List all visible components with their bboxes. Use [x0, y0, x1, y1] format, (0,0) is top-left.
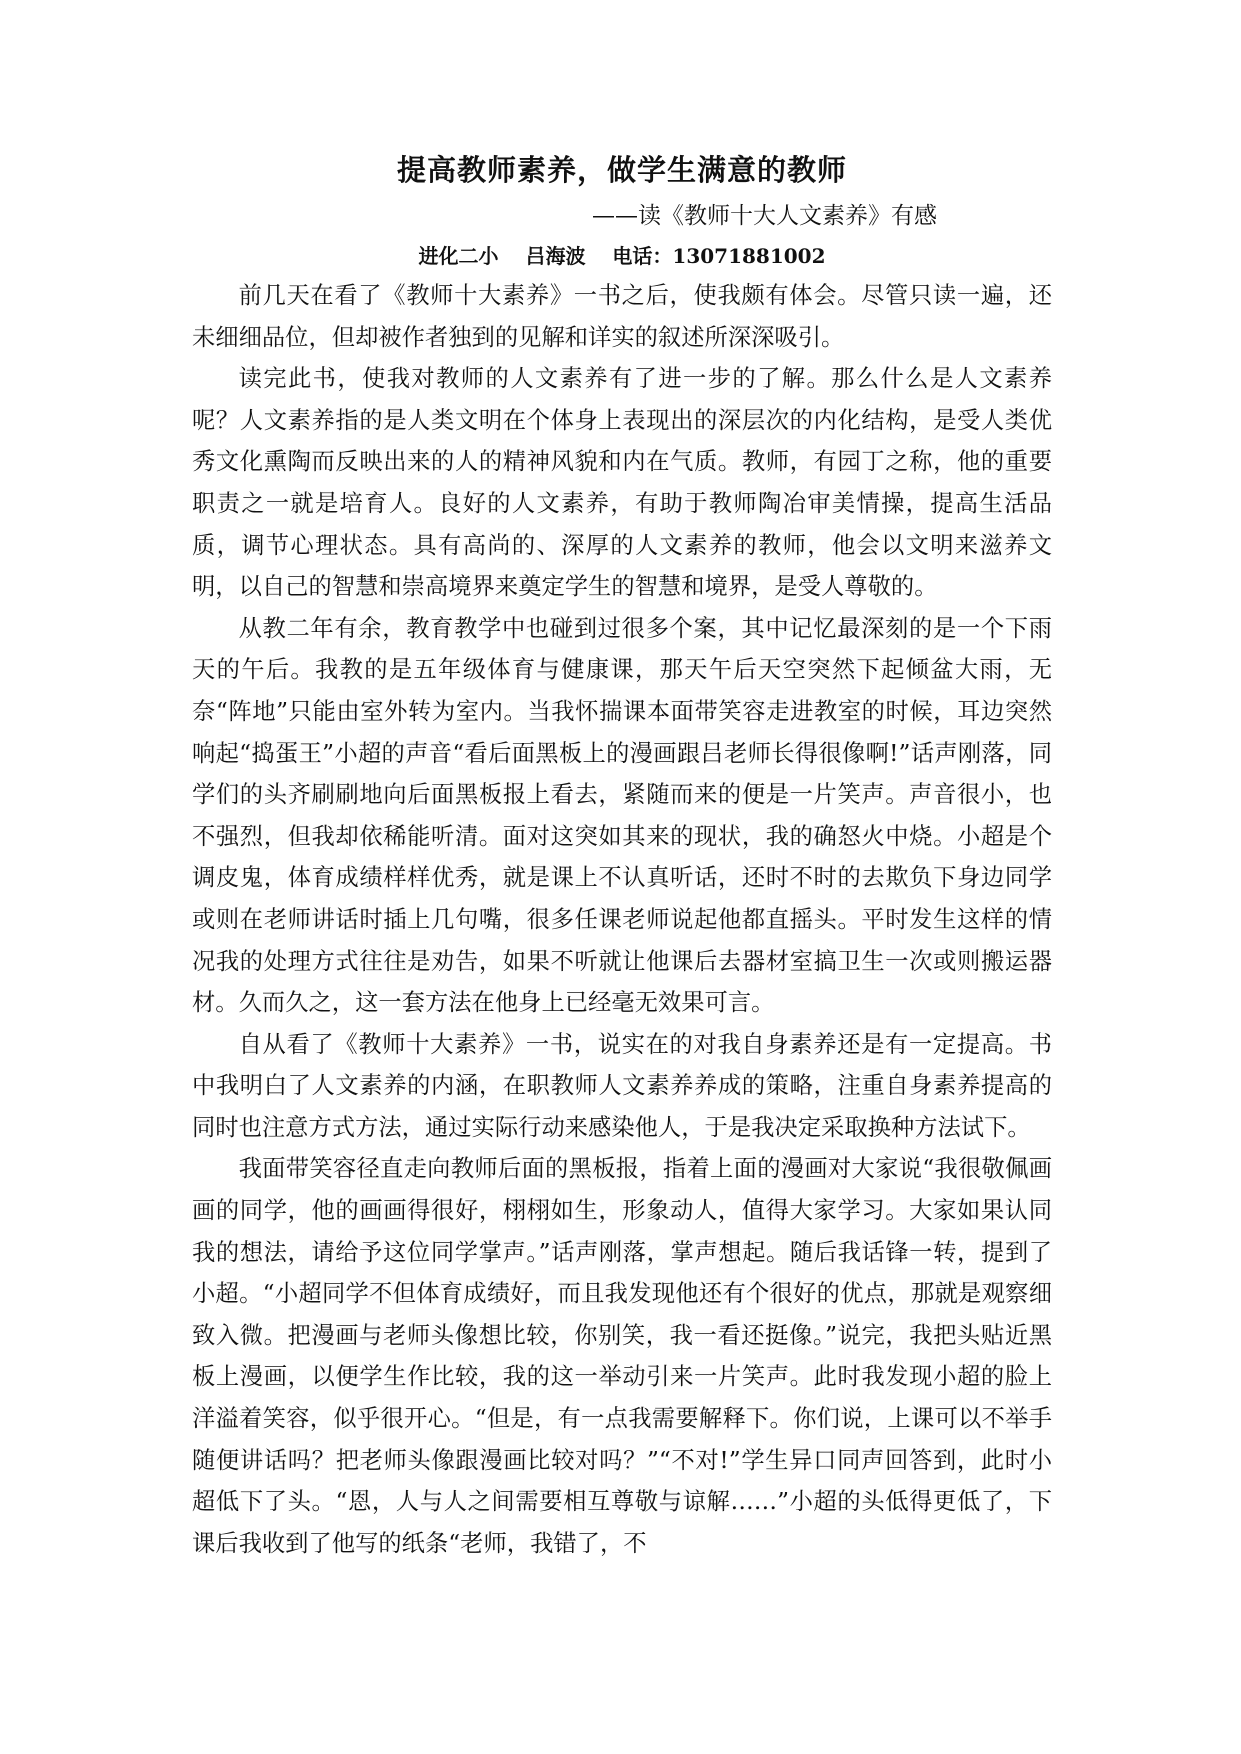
- author-line: [192, 240, 1052, 269]
- document-subtitle: ——读《教师十大人文素养》有感: [592, 203, 937, 229]
- paragraph: 从教二年有余，教育教学中也碰到过很多个案，其中记忆最深刻的是一个下雨天的午后。我教的是五年级体育与健康课，那天午后天空突然下起倾盆大雨，无奈“阵地”只能由室外转为室内。当我怀揣课本面带笑容走进教室的时候，耳边突然响起“捣蛋王”小超的声音“看后面黑板上的漫画跟吕老师长得很像啊!”话声刚落，同学们的头齐刷刷地向后面黑板报上看去，紧随而来的便是一片笑声。声音很小，也不强烈，但我却依稀能听清。面对这突如其来的现状，我的确怒火中烧。小超是个调皮鬼，体育成绩样样优秀，就是课上不认真听话，还时不时的去欺负下身边同学或则在老师讲话时插上几句嘴，很多任课老师说起他都直摇头。平时发生这样的情况我的处理方式往往是劝告，如果不听就让他课后去器材室搞卫生一次或则搬运器材。久而久之，这一套方法在他身上已经毫无效果可言。: [192, 614, 1052, 1017]
- document-page: [192, 148, 1052, 1564]
- author-school: 进化二小: [418, 244, 499, 268]
- document-title: 提高教师素养，做学生满意的教师: [396, 153, 847, 187]
- paragraph: 前几天在看了《教师十大素养》一书之后，使我颇有体会。尽管只读一遍，还未细细品位，但却被作者独到的见解和详实的叙述所深深吸引。: [192, 282, 1052, 351]
- paragraph: 我面带笑容径直走向教师后面的黑板报，指着上面的漫画对大家说“我很敬佩画画的同学，他的画画得很好，栩栩如生，形象动人，值得大家学习。大家如果认同我的想法，请给予这位同学掌声。”话声刚落，掌声想起。随后我话锋一转，提到了小超。“小超同学不但体育成绩好，而且我发现他还有个很好的优点，那就是观察细致入微。把漫画与老师头像想比较，你别笑，我一看还挺像。”说完，我把头贴近黑板上漫画，以便学生作比较，我的这一举动引来一片笑声。此时我发现小超的脸上洋溢着笑容，似乎很开心。“但是，有一点我需要解释下。你们说，上课可以不举手随便讲话吗？把老师头像跟漫画比较对吗？”“不对!”学生异口同声回答到，此时小超低下了头。“恩，人与人之间需要相互尊敬与谅解……”小超的头低得更低了，下课后我收到了他写的纸条“老师，我错了，不: [192, 1155, 1052, 1557]
- author-name: 吕海波: [525, 244, 586, 268]
- author-phone: 电话：13071881002: [612, 244, 826, 268]
- paragraph: 读完此书，使我对教师的人文素养有了进一步的了解。那么什么是人文素养呢？人文素养指的是人类文明在个体身上表现出的深层次的内化结构，是受人类优秀文化熏陶而反映出来的人的精神风貌和内在气质。教师，有园丁之称，他的重要职责之一就是培育人。良好的人文素养，有助于教师陶冶审美情操，提高生活品质，调节心理状态。具有高尚的、深厚的人文素养的教师，他会以文明来滋养文明，以自己的智慧和崇高境界来奠定学生的智慧和境界，是受人尊敬的。: [192, 365, 1052, 601]
- paragraph: 自从看了《教师十大素养》一书，说实在的对我自身素养还是有一定提高。书中我明白了人文素养的内涵，在职教师人文素养养成的策略，注重自身素养提高的同时也注意方式方法，通过实际行动来感染他人，于是我决定采取换种方法试下。: [192, 1030, 1052, 1141]
